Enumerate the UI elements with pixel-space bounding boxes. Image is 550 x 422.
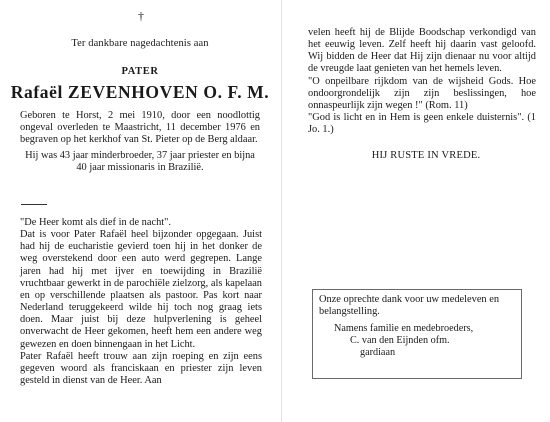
biography-dates: Geboren te Horst, 2 mei 1910, door een noodlottig ongeval overleden te Maastricht, 11 december 1976 en begraven op het kerkhof van St. Pieter op de Berg aldaar.	[20, 110, 260, 146]
signature-line-1: Namens familie en medebroeders,	[334, 323, 474, 334]
scripture-john: "God is licht en in Hem is geen enkele duisternis". (1 Jo. 1.)	[308, 112, 536, 136]
eulogy-quote: "De Heer komt als dief in de nacht".	[20, 217, 172, 228]
signature-line-2: C. van den Eijnden ofm.	[350, 335, 450, 347]
eulogy-paragraph: Dat is voor Pater Rafaël heel bijzonder opgegaan. Juist had hij de eucharistie gevierd toen hij in het donker de weg overstekend door een auto werd gegrepen. Lange jaren had hij met ijver en toewijding in Brazilië vruchtbaar gewerkt in de parochiële zielzorg, als kapelaan en op verschillende plaatsen als pastoor. Pas kort naar Nederland teruggekeerd wilde hij toch nog graag iets doen. Maar juist bij deze hulpverlening is geheel onverwacht de Heer gekomen, heeft hem een andere weg gewezen en doen binnengaan in het Licht.	[20, 229, 262, 350]
thanks-box	[312, 289, 522, 379]
eulogy-continuation	[308, 27, 536, 136]
divider-rule	[21, 204, 47, 205]
eulogy-text	[20, 217, 262, 387]
deceased-name: Rafaël ZEVENHOVEN O. F. M.	[10, 82, 270, 102]
right-page	[282, 0, 550, 422]
signature-block	[334, 323, 514, 359]
biography	[20, 110, 260, 178]
continuation-paragraph: velen heeft hij de Blijde Boodschap verkondigd van het eeuwig leven. Zelf heeft hij daarin vast geloofd. Wij bidden de Heer dat Hij zijn dienaar nu voor altijd de vreugde laat genieten van het hemels leven.	[308, 27, 536, 75]
title-pater: PATER	[121, 66, 159, 77]
rest-in-peace: HIJ RUSTE IN VREDE.	[371, 150, 481, 161]
biography-service: Hij was 43 jaar minderbroeder, 37 jaar priester en bijna 40 jaar missionaris in Brazilië.	[25, 150, 255, 174]
eulogy-paragraph-continued: Pater Rafaël heeft trouw aan zijn roeping en zijn eens gegeven woord als franciskaan en priester zijn leven gesteld in dienst van de Heer. Aan	[20, 350, 262, 387]
scripture-romans: "O onpeilbare rijkdom van de wijsheid Gods. Hoe ondoorgrondelijk zijn zijn beslissingen, hoe onnaspeurlijk zijn wegen !" (Rom. 11)	[308, 75, 536, 111]
memorial-intro: Ter dankbare nagedachtenis aan	[71, 38, 209, 49]
cross-symbol: †	[138, 9, 144, 23]
signature-line-3: gardiaan	[360, 347, 396, 359]
thanks-message: Onze oprechte dank voor uw medeleven en belangstelling.	[319, 294, 500, 318]
